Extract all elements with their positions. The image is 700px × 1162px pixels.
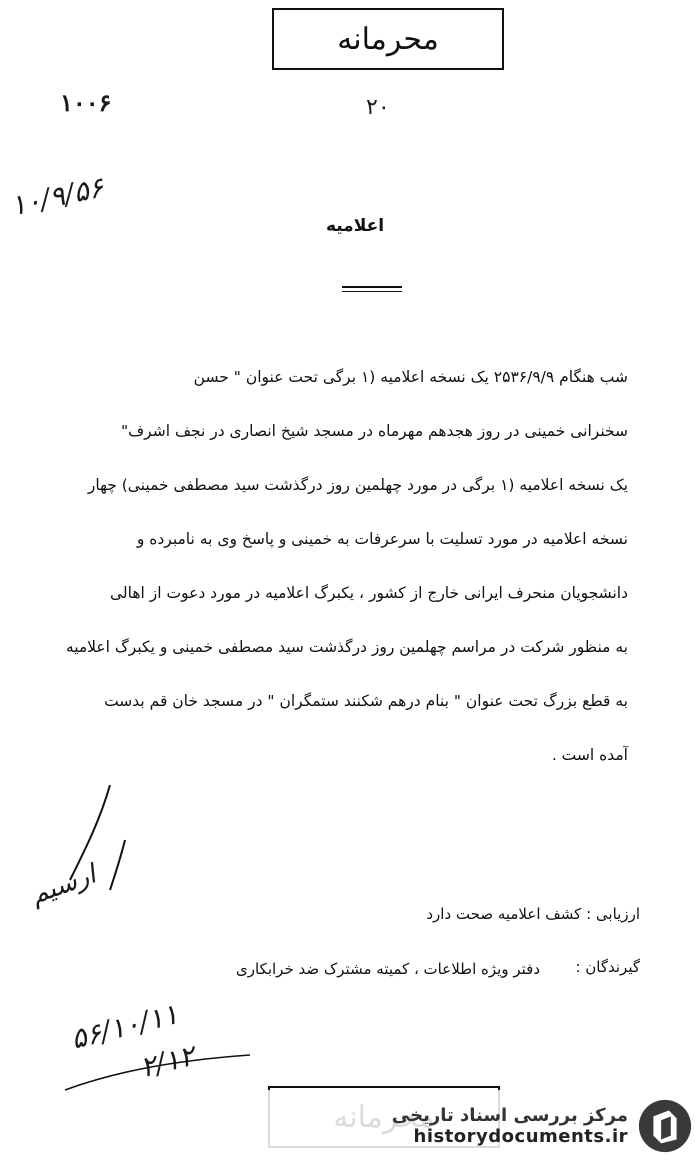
title-underline: [342, 286, 402, 288]
body-line: شب هنگام ۲۵۳۶/۹/۹ یک نسخه اعلامیه (۱ برگی تحت عنوان " حسن: [193, 368, 628, 386]
archive-logo-icon: [636, 1097, 694, 1155]
body-line: به منظور شرکت در مراسم چهلمین روز درگذشت سید مصطفی خمینی و یکبرگ اعلامیه: [65, 638, 628, 656]
handwritten-underline: [60, 1050, 260, 1100]
body-line: به قطع بزرگ تحت عنوان " بنام درهم شکنند ستمگران " در مسجد خان قم بدست: [104, 692, 628, 710]
recipients-value: دفتر ویژه اطلاعات ، کمیته مشترک ضد خرابکاری: [235, 960, 540, 978]
title-text: اعلامیه: [325, 216, 385, 236]
body-line: آمده است .: [551, 746, 628, 764]
title-underline-2: [342, 291, 402, 292]
document-number: ۱۰۰۶: [60, 88, 112, 117]
classification-label: محرمانه: [337, 21, 439, 57]
evaluation-line: ارزیابی : کشف اعلامیه صحت دارد: [426, 905, 640, 923]
document-body: [65, 350, 628, 782]
handwritten-date-bottom-1: ۵۶/۱۰/۱۱: [67, 997, 182, 1056]
watermark-arabic: مرکز بررسی اسناد تاریخی: [391, 1105, 628, 1126]
body-line: یک نسخه اعلامیه (۱ برگی در مورد چهلمین روز درگذشت سید مصطفی خمینی) چهار: [87, 476, 628, 494]
watermark-text: [392, 1105, 628, 1147]
page-number: ۲۰: [366, 95, 390, 120]
body-line: دانشجویان منحرف ایرانی خارج از کشور ، یکبرگ اعلامیه در مورد دعوت از اهالی: [110, 584, 628, 602]
document-title: [300, 216, 410, 236]
watermark: [240, 1090, 700, 1162]
recipients-label: گیرندگان :: [575, 958, 640, 976]
handwritten-stroke: [30, 780, 130, 940]
classification-stamp-top: [272, 8, 504, 70]
handwritten-note-mid: ارسیم: [26, 859, 100, 911]
handwritten-date-top: ۱۰/۹/۵۶: [7, 170, 107, 223]
body-line: سخنرانی خمینی در روز هجدهم مهرماه در مسجد شیخ انصاری در نجف اشرف": [120, 422, 628, 440]
watermark-english: historydocuments.ir: [413, 1126, 628, 1147]
handwritten-date-bottom-2: ۲/۱۲: [136, 1038, 198, 1085]
body-line: نسخه اعلامیه در مورد تسلیت با سرعرفات به خمینی و پاسخ وی به نامبرده و: [136, 530, 628, 548]
